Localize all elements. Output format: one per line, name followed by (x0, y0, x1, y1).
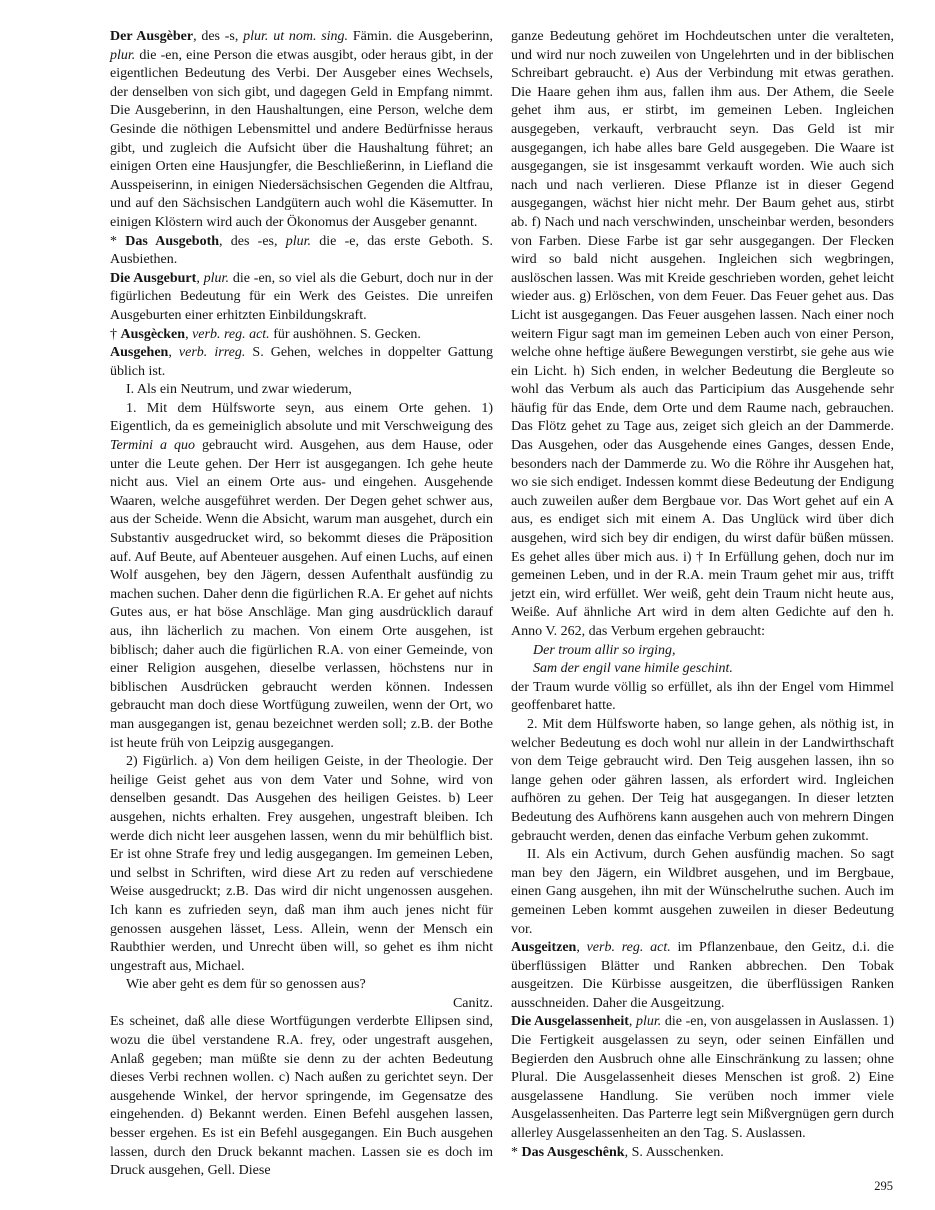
paragraph (110, 28, 493, 233)
text-run: plur. (636, 1014, 662, 1030)
text-run: 2) Figürlich. a) Von dem heiligen Geiste, in der Theologie. Der heilige Geist gehet aus von dem Vater und Sohne, wird von denselben gesandt. Das Ausgehen des heiligen Geistes. b) Leer ausgehen, nichts erhalten. Frey ausgehen, ungestraft bleiben. Ich werde dich nicht leer ausgehen lassen, wenn du mir behülflich bist. Er ist ohne Strafe frey und ledig ausgegangen. Im gemeinen Leben, und selbst in Schriften, wird diese Art zu reden auf verschiedene Weise ausgedruckt; z.B. Das wird dir nicht ungenossen ausgehen. Ich kann es zufrieden seyn, daß man ihm auch jenes nicht für genossen ausgehen lässet, Less. Allein, wenn der Mensch ein Raubthier werden, und Unrecht üben will, so gehet es ihm nicht ungestraft aus, Michael. (110, 754, 493, 974)
paragraph (511, 679, 894, 716)
text-run: Canitz. (452, 995, 493, 1011)
paragraph (110, 995, 493, 1014)
paragraph (511, 660, 894, 679)
paragraph (511, 642, 894, 661)
paragraph (511, 939, 894, 1013)
text-run: Ausgeitzen (511, 940, 577, 956)
text-run: , (628, 1014, 637, 1030)
text-run: II. Als ein Activum, durch Gehen ausfündig machen. So sagt man bey den Jägern, ein Wildbret ausgehen, und im Bergbaue, einen Gang ausgehen, ihn mit der Wünschelruthe suchen. Auch im gemeinen Leben kommt ausgehen zuweilen in dieser Bedeutung vor. (511, 847, 894, 937)
paragraph (110, 233, 493, 270)
paragraph (110, 381, 493, 400)
text-columns (110, 28, 894, 1181)
text-run: Der Ausgèber (110, 29, 194, 44)
text-run: Das Ausgeboth (125, 233, 220, 249)
page-number: 295 (874, 1179, 893, 1193)
text-run: verb. irreg. (178, 345, 246, 361)
text-run: Termini a quo (110, 438, 195, 454)
text-run: , S. Ausschenken. (624, 1144, 724, 1160)
text-run: im Pflanzenbaue, den Geitz, d.i. die überflüssigen Blätter und Ranken abbrechen. Den Tobak ausgeitzen. Die Kürbisse ausgeitzen, die überflüssigen Ranken ausschneiden. Daher die Ausgeitzung. (511, 940, 894, 1011)
text-run: , des -s, (193, 29, 244, 44)
text-run: * (110, 233, 126, 249)
paragraph (110, 976, 493, 995)
text-run: verb. reg. act. (192, 326, 270, 342)
paragraph (511, 716, 894, 846)
text-run: , (168, 345, 179, 361)
text-run: 1. Mit dem Hülfsworte seyn, aus einem Orte gehen. 1) Eigentlich, da es gemeiniglich absolute und mit Verschweigung des (110, 400, 493, 435)
paragraph (110, 326, 493, 345)
text-run: gebraucht wird. Ausgehen, aus dem Hause, oder unter die Leute gehen. Der Herr ist ausgegangen. Ich gehe heute nicht aus. Viel an einem Orte aus- und eingehen. Ausgehende Waaren, welche ausgeführet werden. Der Degen gehet schwer aus, aus der Scheide. Wenn die Absicht, warum man ausgehet, durch ein Substantiv ausgedrucket wird, so bekommt dieses die Präposition auf. Auf Beute, auf Abenteuer ausgehen. Auf einen Luchs, auf einen Wolf ausgehen, bey den Jägern, dessen Aufenthalt ausfündig zu machen suchen. Daher denn die figürlichen R.A. Er gehet auf nichts Gutes aus, er hat böse Anschläge. Man ging ausdrücklich darauf aus, ihn lächerlich zu machen. Von einem Orte ausgehen, ist biblisch; daher auch die figürlichen R.A. von einer Gemeinde, von einer Religion ausgehen, dieselbe verlassen, höchstens nur in biblischen Ausdrücken gebraucht werden können. Indessen gebraucht man doch diese Wortfügung zuweilen, wenn der Ort, wo man ausgegangen ist, genau bezeichnet werden soll; z.B. der Bothe ist heute früh von Leipzig ausgegangen. (110, 438, 493, 751)
paragraph (511, 846, 894, 939)
text-run: plur. (203, 270, 229, 286)
paragraph (110, 753, 493, 976)
text-run: , (185, 326, 193, 342)
text-run: plur. (285, 233, 312, 249)
paragraph (110, 344, 493, 381)
paragraph (511, 28, 894, 642)
text-run: S. Gehen, welches in doppelter Gattung üblich ist. (110, 345, 493, 379)
text-run: * (511, 1144, 522, 1160)
text-run: der Traum wurde völlig so erfüllet, als ihn der Engel vom Himmel geoffenbaret hatte. (511, 679, 894, 714)
text-run: die -en, so viel als die Geburt, doch nur in der figürlichen Bedeutung für ein Werk des Geistes. Die unreifen Ausgeburten einer erhitzten Einbildungskraft. (110, 270, 494, 323)
text-run: Der troum allir so irging, (533, 642, 676, 658)
text-run: Das Ausgeschênk (521, 1144, 625, 1160)
text-run: plur. ut nom. sing. (243, 29, 349, 44)
text-run: die -en, eine Person die etwas ausgibt, oder heraus gibt, in der eigentlichen Bedeutung des Verbi. Der Ausgeber eines Wechsels, der denselben von sich gibt, und dagegen Geld in Empfang nimmt. Die Ausgeberinn, in den Haushaltungen, eine Person, welche dem Gesinde die nöthigen Lebensmittel und andere Bedürfnisse heraus gibt, und zugleich die Aufsicht über die Haushaltung führet; an einigen Orten eine Hausjungfer, die Beschließerinn, in Liefland die Ausspeiserinn, in einigen Niedersächsischen Gegenden die Altfrau, und auf den Sächsischen Landgütern auch wohl die Käsemutter. In einigen Klöstern wird auch der Ökonomus der Ausgeber genannt. (110, 47, 493, 230)
text-run: 2. Mit dem Hülfsworte haben, so lange gehen, als nöthig ist, in welcher Bedeutung es doch wohl nur allein in der Landwirthschaft von dem Teige gebraucht wird. Den Teig ausgehen lassen, ihn so lange gehen oder gähren lassen, als erfordert wird. Ingleichen aufhören zu gehen. Der Teig hat ausgegangen. In dieser letzten Bedeutung des Aufhörens kann ausgehen auch von mehrern Dingen gebraucht werden, denen das einfache Verbum gehen zukommt. (511, 716, 894, 844)
text-run: die -en, von ausgelassen in Auslassen. 1) Die Fertigkeit ausgelassen zu seyn, oder seinen Einfällen und Begierden den Ausbruch ohne alle Einschränkung zu lassen; ohne Plural. Die Ausgelassenheit dieses Menschen ist groß. 2) Eine ausgelassene Handlung. Sie verüben noch immer viele Ausgelassenheiten. Das Parterre legt sein Mißvergnügen gern durch allerley Ausgelassenheiten an den Tag. S. Auslassen. (511, 1014, 895, 1142)
text-run: Es scheinet, daß alle diese Wortfügungen verderbte Ellipsen sind, wozu die übel verstandene R.A. frey, oder ungestraft ausgehen, Anlaß gegeben; man müßte sie denn zu der achten Bedeutung dieses Verbi rechnen wollen. c) Nach außen zu gerichtet seyn. Der ausgehende Winkel, der hervor springende, im Gegensatze des eingehenden. d) Bekannt werden. Einen Befehl ausgehen lassen, besser ergehen. Es ist ein Befehl ausgegangen. Ein Buch ausgehen lassen, durch den Druck bekannt machen. Lassen sie es doch im Druck ausgehen, Gell. Diese (110, 1014, 493, 1179)
text-run: , (576, 940, 587, 956)
column-left (110, 28, 493, 1181)
text-run: Ausgècken (120, 326, 186, 342)
text-run: Die Ausgeburt (110, 270, 197, 286)
text-run: , (196, 270, 204, 286)
column-right (511, 28, 894, 1181)
text-run: Ausgehen (110, 345, 169, 361)
text-run: , des -es, (219, 233, 286, 249)
text-run: Fämin. die Ausgeberinn, (348, 29, 494, 44)
text-run: plur. (110, 47, 136, 63)
text-run: die -e, das erste Geboth. S. Ausbiethen. (110, 233, 493, 268)
text-run: † (110, 326, 121, 342)
text-run: I. Als ein Neutrum, und zwar wiederum, (126, 382, 352, 398)
paragraph (110, 270, 493, 326)
paragraph (511, 1144, 894, 1163)
text-run: verb. reg. act. (586, 940, 671, 956)
text-run: für aushöhnen. S. Gecken. (269, 326, 421, 342)
paragraph (110, 1013, 493, 1180)
paragraph (110, 400, 493, 753)
text-run: Die Ausgelassenheit (511, 1014, 629, 1030)
text-run: Wie aber geht es dem für so genossen aus? (126, 977, 366, 993)
text-run: Sam der engil vane himile geschint. (533, 661, 733, 677)
text-run: ganze Bedeutung gehöret im Hochdeutschen unter die veralteten, und wird nur noch zuweilen von Ungelehrten und in der biblischen Schreibart gebraucht. e) Aus der Verbindung mit etwas gerathen. Die Haare gehen ihm aus, fallen ihm aus. Der Athem, die Seele gehet ihm aus, er stirbt, im gemeinen Leben. Ingleichen ausgegeben, verkauft, verbraucht seyn. Das Geld ist mir ausgegangen, ich habe alles bare Geld ausgegeben. Die Waare ist ausgegangen, sie ist insgesammt verkauft worden. Wie auch sich nach und nach verlieren. Diese Pflanze ist in dieser Gegend ausgegangen, wächst hier nicht mehr. Der Baum gehet aus, stirbt ab. f) Nach und nach verschwinden, unscheinbar werden, besonders von Farben. Diese Farbe ist gar sehr ausgegangen. Der Flecken wird so bald nicht ausgehen. Ingleichen sich wegbringen, auslöschen lassen. Was mit Kreide geschrieben worden, gehet leicht wieder aus. g) Erlöschen, von dem Feuer. Das Feuer gehet aus. Das Licht ist ausgegangen. Das Feuer ausgehen lassen. Nach einer noch weitern Figur sagt man im gemeinen Leben auch von einer Person, welche ohne heftige äußere Bewegungen verstirbt, sie gehe aus wie ein Licht. h) Sich enden, in welcher Bedeutung die Bergleute so wohl das Verbum als auch das Participium das Ausgehende sehr häufig für das Ende, dem Orte und dem Raume nach, gebrauchen. Das Flötz gehet zu Tage aus, zeiget sich gleich an der Dammerde. Das Ausgehen, oder das Ausgehende eines Ganges, dessen Ende, besonders nach der Dammerde zu. Wo die Röhre ihr Ausgehen hat, wo sie sich endiget. Indessen kommt diese Bedeutung der Endigung auch zuweilen außer dem Bergbaue vor. Das Wort gehet auf ein A aus, es endiget sich mit einem A. Das Unglück wird über dich ausgehen, wird sich bey dir endigen, du wirst dafür büßen müssen. Es gehet alles über mich aus. i) † In Erfüllung gehen, doch nur im gemeinen Leben, und in der R.A. mein Traum gehet mir aus, trifft jetzt ein, wird erfüllet. Wer weiß, geht dein Traum nicht heute aus, Weiße. Auf ähnliche Art wird in dem alten Gedichte auf den h. Anno V. 262, das Verbum ergehen gebraucht: (511, 29, 894, 639)
paragraph (511, 1013, 894, 1143)
